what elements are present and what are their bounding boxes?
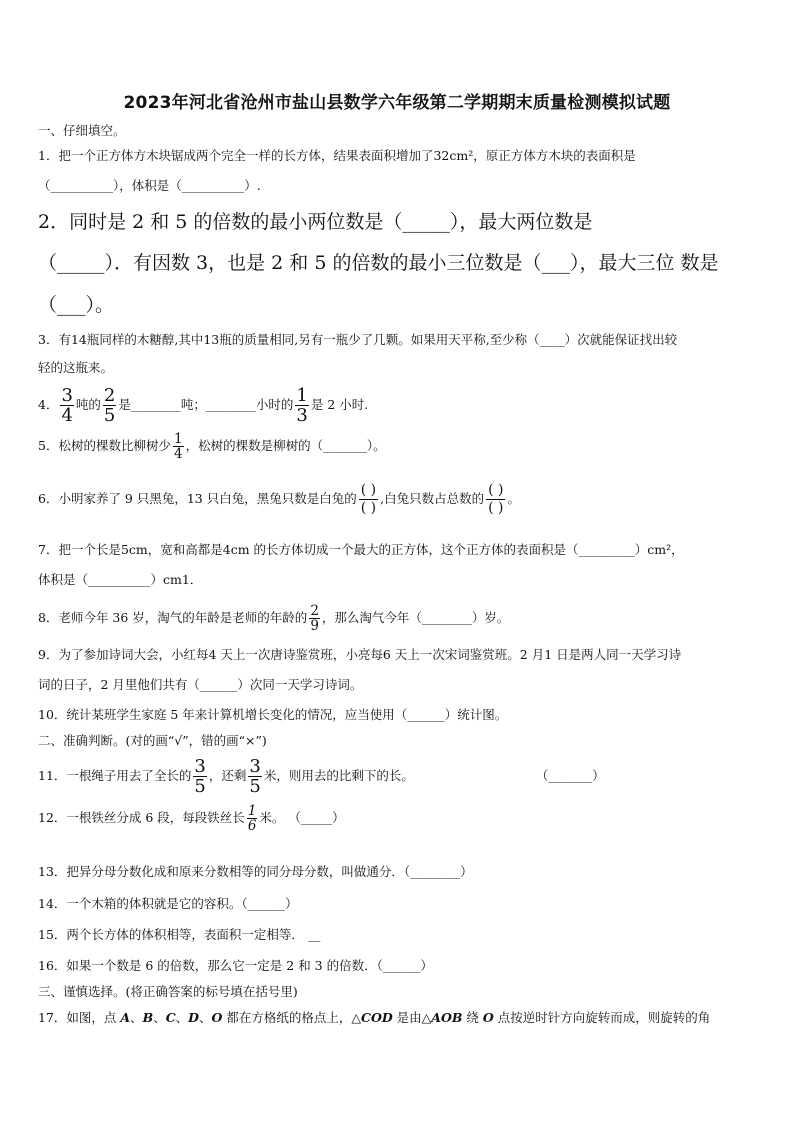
question-text: 是________吨；________小时的	[118, 397, 294, 412]
question-text: 是 2 小时.	[310, 397, 369, 412]
fraction-denominator: 4	[173, 446, 183, 462]
point-label: O	[211, 1010, 223, 1025]
question-text: ，那么淘气今年（________）岁。	[321, 610, 510, 625]
question-text: 。	[507, 491, 520, 506]
point-label: B	[142, 1010, 154, 1025]
question-text: 6．小明家养了 9 只黑兔，13 只白兔，黑兔只数是白兔的	[38, 491, 357, 506]
question-2-line-3: （___）。	[38, 294, 115, 316]
question-15: 15．两个长方体的体积相等，表面积一定相等． __	[38, 927, 321, 942]
triangle-label: AOB	[431, 1010, 463, 1025]
question-14: 14．一个木箱的体积就是它的容积。（______）	[38, 896, 298, 911]
question-2-line-1: 2．同时是 2 和 5 的倍数的最小两位数是（_____），最大两位数是	[38, 211, 593, 233]
question-text: 11．一根绳子用去了全长的	[38, 768, 192, 783]
question-1-line-2: （__________），体积是（__________）.	[38, 178, 261, 193]
fraction	[193, 757, 206, 796]
question-text: ，还剩	[208, 768, 247, 783]
question-number: 4．	[38, 397, 59, 412]
blank-fraction[interactable]	[359, 482, 378, 517]
question-5	[38, 432, 386, 461]
question-text: 17．如图，点	[38, 1010, 121, 1025]
question-11	[38, 757, 605, 796]
fraction	[248, 757, 261, 796]
point-label: O	[482, 1010, 494, 1025]
section-heading: 二、准确判断。(对的画“√”，错的画“×”)	[38, 733, 267, 748]
fraction	[103, 386, 116, 425]
question-text: 、	[175, 1010, 189, 1025]
question-text: 米。 （_____）	[259, 810, 345, 825]
point-label: C	[165, 1010, 176, 1025]
question-3-line-1: 3．有14瓶同样的木糖醇,其中13瓶的质量相同,另有一瓶少了几颗。如果用天平称,至少称（____）次就能保证找出较	[38, 332, 678, 347]
fraction	[173, 432, 184, 461]
fraction	[247, 804, 258, 833]
fraction-numerator: 1	[173, 431, 183, 447]
question-text: 是由△	[392, 1010, 432, 1025]
question-3-line-2: 轻的这瓶来。	[38, 360, 114, 375]
question-12	[38, 804, 345, 833]
question-2-line-2: （_____）．有因数 3，也是 2 和 5 的倍数的最小三位数是（___），最大三位 数是	[38, 252, 719, 274]
question-6	[38, 482, 520, 517]
question-text: ，松树的棵数是柳树的（_______）。	[185, 438, 386, 453]
fraction	[309, 604, 320, 633]
fraction-denominator: 3	[296, 405, 308, 426]
fraction-denominator: 4	[61, 405, 73, 426]
fraction-numerator: 3	[249, 756, 261, 777]
blank-fraction[interactable]	[486, 482, 505, 517]
section-heading: 一、仔细填空。	[38, 123, 126, 138]
fraction-denominator: 6	[247, 818, 257, 834]
question-text: 5．松树的棵数比柳树少	[38, 438, 171, 453]
fraction-numerator: 1	[296, 385, 308, 406]
fraction-numerator: 2	[103, 385, 116, 406]
question-9-line-1: 9．为了参加诗词大会，小红每4 天上一次唐诗鉴赏班，小亮每6 天上一次宋词鉴赏班。2 月1 日是两人同一天学习诗	[38, 647, 682, 662]
question-16: 16．如果一个数是 6 的倍数，那么它一定是 2 和 3 的倍数．（______）	[38, 958, 433, 973]
fraction-numerator: 1	[247, 803, 257, 819]
blank-denominator: ( )	[360, 500, 377, 516]
question-text: ,白兔只数占总数的	[380, 491, 485, 506]
fraction-denominator: 9	[310, 618, 319, 634]
answer-blank[interactable]: （_______）	[535, 768, 605, 783]
question-text: 吨的	[75, 397, 101, 412]
blank-denominator: ( )	[488, 500, 504, 516]
question-text: 12．一根铁丝分成 6 段，每段铁丝长	[38, 810, 245, 825]
fraction-denominator: 5	[194, 776, 206, 797]
question-4	[38, 386, 368, 425]
point-label: D	[188, 1010, 200, 1025]
fraction-denominator: 5	[103, 405, 116, 426]
question-text: 8．老师今年 36 岁，淘气的年龄是老师的年龄的	[38, 610, 308, 625]
fraction-denominator: 5	[249, 776, 261, 797]
section-heading: 三、谨慎选择。(将正确答案的标号填在括号里)	[38, 984, 298, 999]
question-text: 、	[199, 1010, 212, 1025]
question-8	[38, 604, 509, 633]
question-9-line-2: 词的日子，2 月里他们共有（______）次同一天学习诗词。	[38, 677, 363, 692]
fraction	[295, 386, 308, 425]
page-title: 2023年河北省沧州市盐山县数学六年级第二学期期末质量检测模拟试题	[123, 93, 671, 113]
question-text: 绕	[462, 1010, 483, 1025]
question-7-line-2: 体积是（__________）cm1．	[38, 572, 203, 587]
fraction-numerator: 3	[61, 385, 73, 406]
question-text: 、	[130, 1010, 143, 1025]
question-7-line-1: 7．把一个长是5cm，宽和高都是4cm 的长方体切成一个最大的正方体，这个正方体的表面积是（_________）cm²，	[38, 542, 684, 557]
point-label: A	[120, 1010, 131, 1025]
question-10: 10．统计某班学生家庭 5 年来计算机增长变化的情况，应当使用（______）统计图。	[38, 707, 508, 722]
fraction-numerator: 3	[194, 756, 206, 777]
triangle-label: COD	[361, 1010, 393, 1025]
question-1-line-1: 1．把一个正方体方木块锯成两个完全一样的长方体，结果表面积增加了32cm²，原正方体方木块的表面积是	[38, 148, 636, 163]
question-17-line-1	[38, 1010, 710, 1026]
question-text: 米，则用去的比剩下的长。	[263, 768, 414, 783]
fraction-numerator: 2	[310, 603, 319, 619]
blank-numerator: ( )	[360, 482, 377, 498]
question-text: 都在方格纸的格点上，△	[222, 1010, 362, 1025]
question-text: 点按逆时针方向旋转而成，则旋转的角	[493, 1010, 711, 1025]
question-13: 13．把异分母分数化成和原来分数相等的同分母分数，叫做通分．（________）	[38, 864, 473, 879]
blank-numerator: ( )	[488, 482, 504, 498]
fraction	[60, 386, 73, 425]
question-text: 、	[153, 1010, 166, 1025]
